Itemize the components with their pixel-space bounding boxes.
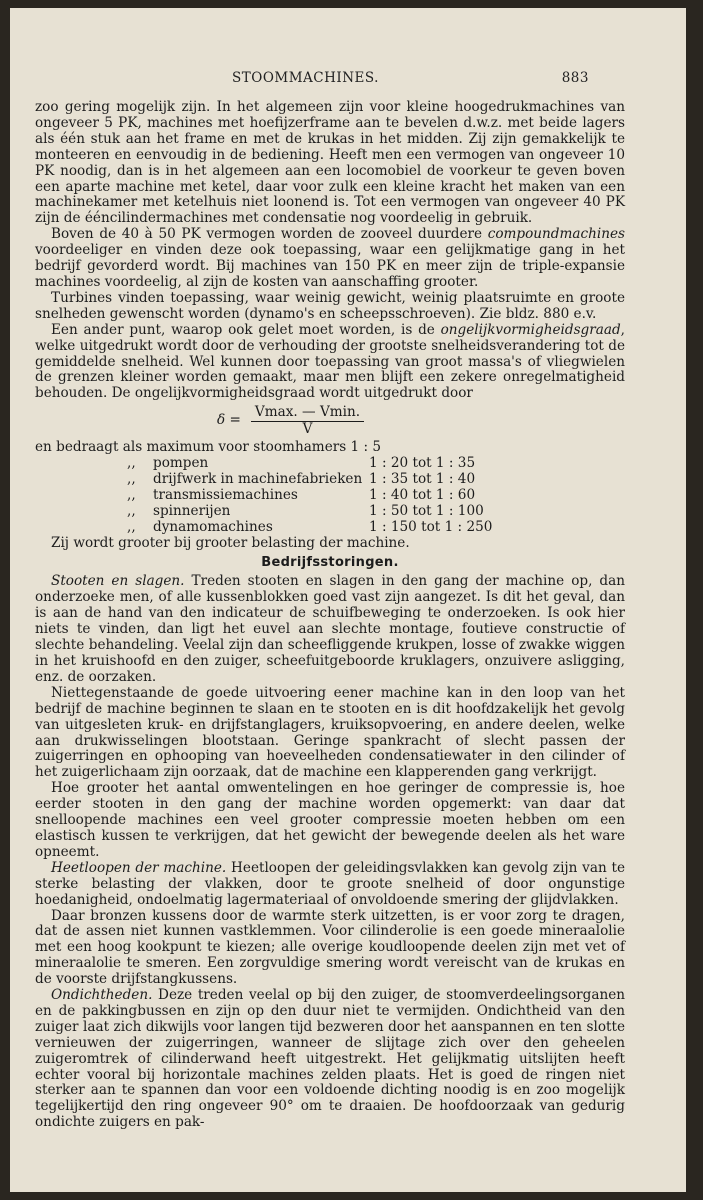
paragraph <box>35 574 625 685</box>
ditto-mark: ,, <box>127 502 136 519</box>
list-item <box>35 520 625 536</box>
italic-term: Stooten en slagen. <box>51 573 185 590</box>
text-run: Deze treden veelal op bij den zuiger, de stoomverdeelingsorganen en de pakkingbussen en zijn op den duur niet te vermijden. Ondichtheid van den zuiger laat zich dikwijls voor langen tijd bezweren door het aanspannen en ten slotte vernieuwen der zuigerringen, wanneer de slijtage zich over den geheelen zuigeromtrek of cilinderwand heeft uitgestrekt. Het gelijkmatig uitslijten heeft echter vooral bij horizontale machines zelden plaats. Het is goed de ringen niet sterker aan te spannen dan voor een voldoende dichting noodig is en zoo mogelijk tegelijkertijd den ring ongeveer 90° om te draaien. De hoofdoorzaak van gedurig ondichte zuigers en pak- <box>35 987 625 1131</box>
list-item-name: drijfwerk in machinefabrieken <box>153 471 363 488</box>
paragraph: Daar bronzen kussens door de warmte sterk uitzetten, is er voor zorg te dragen, dat de assen niet kunnen vastklemmen. Voor cilinderolie is een goede mineraalolie met een hoog kookpunt te kiezen; alle overige koudloopende deelen zijn met vet of mineraalolie te smeren. Een zorgvuldige smering wordt vereischt van de krukas en de voorste drijfstangkussens. <box>35 907 625 988</box>
italic-term: Heetloopen der machine. <box>51 859 227 876</box>
running-title: STOOMMACHINES. <box>232 70 379 86</box>
fraction-numerator: Vmax. — Vmin. <box>251 405 364 422</box>
text-run: Boven de 40 à 50 PK vermogen worden de zooveel duurdere <box>51 226 488 243</box>
ditto-mark: ,, <box>127 518 136 535</box>
paragraph: Hoe grooter het aantal omwentelingen en hoe geringer de compressie is, hoe eerder stooten in den gang der machine worden opgemerkt: van daar dat snelloopende machines een veel grooter compressie moeten hebben om een elastisch kussen te verkrijgen, dat het gewicht der bewegende deelen als het ware opneemt. <box>35 780 625 860</box>
paragraph <box>35 861 625 909</box>
ratio-list <box>35 456 625 536</box>
list-item-ratio: 1 : 150 tot 1 : 250 <box>369 518 493 535</box>
ditto-mark: ,, <box>127 471 136 488</box>
book-page <box>10 8 686 1192</box>
list-item-ratio: 1 : 20 tot 1 : 35 <box>369 455 476 472</box>
ditto-mark: ,, <box>127 486 136 503</box>
list-item-ratio: 1 : 50 tot 1 : 100 <box>369 502 484 519</box>
list-item <box>35 456 625 472</box>
paragraph: Niettegenstaande de goede uitvoering eener machine kan in den loop van het bedrijf de machine beginnen te slaan en te stooten en is dit hoofdzakelijk het gevolg van uitgesleten kruk- en drijfstanglagers, kruiksopvoering, en andere deelen, welke aan drukwisselingen blootstaan. Geringe spankracht of slecht passen der zuigerringen en ophooping van hoeveelheden condensatiewater in den cilinder of het zuigerlichaam zijn oorzaak, dat de machine een klapperenden gang verkrijgt. <box>35 684 625 781</box>
paragraph: Turbines vinden toepassing, waar weinig gewicht, weinig plaatsruimte en groote snelheden gewenscht worden (dynamo's en scheepsschroeven). Zie bldz. 880 e.v. <box>35 289 625 322</box>
fraction <box>251 405 364 438</box>
list-item-ratio: 1 : 35 tot 1 : 40 <box>369 471 476 488</box>
ditto-mark: ,, <box>127 455 136 472</box>
italic-term: Ondichtheden. <box>51 987 153 1004</box>
paragraph <box>35 323 625 403</box>
text-run: Heetloopen der geleidingsvlakken kan gevolg zijn van te sterke belasting der vlakken, door te groote snelheid of door ongunstige hoedanigheid, ondoelmatig lagermateriaal of onvoldoende smering der glijdvlakken. <box>35 859 625 908</box>
formula <box>217 404 625 438</box>
list-item-name: pompen <box>153 455 209 472</box>
text-run: voordeeliger en vinden deze ook toepassing, waar een gelijkmatige gang in het bedrijf gevorderd wordt. Bij machines van 150 PK en meer zijn de triple-expansie machines voordeelig, al zijn de kosten van aanschaffing grooter. <box>35 242 625 290</box>
section-heading: Bedrijfsstoringen. <box>261 554 399 570</box>
paragraph: zoo gering mogelijk zijn. In het algemeen zijn voor kleine hoogedrukmachines van ongeveer 5 PK, machines met hoefijzerframe aan te bevelen d.w.z. met beide lagers als één stuk aan het frame en met de krukas in het midden. Zij zijn gemakkelijk te monteeren en eenvoudig in de bediening. Heeft men een vermogen van ongeveer 10 PK noodig, dan is in het algemeen aan een locomobiel de voorkeur te geven boven een aparte machine met ketel, daar voor zulk een kleine kracht het maken van een machinekamer met ketelhuis niet loonend is. Tot een vermogen van ongeveer 40 PK zijn de ééncilindermachines met condensatie nog voordeelig in gebruik. <box>35 99 625 227</box>
list-item <box>35 488 625 504</box>
text-run: Een ander punt, waarop ook gelet moet worden, is de <box>51 321 441 338</box>
fraction-denominator: V <box>302 420 313 437</box>
paragraph <box>35 227 625 291</box>
list-item-ratio: 1 : 40 tot 1 : 60 <box>369 486 476 503</box>
page-number: 883 <box>561 70 589 86</box>
italic-term: compoundmachines <box>487 226 625 243</box>
max-intro: en bedraagt als maximum voor stoomhamers 1 : 5 <box>35 439 382 456</box>
text-run: Treden stooten en slagen in den gang der machine op, dan onderzoeke men, of alle kussenblokken goed vast zijn aangezet. Is dit het geval, dan is aan de hand van den indicateur de schuifbeweging te onderzoeken. Is ook hier niets te vinden, dan ligt het euvel aan slechte montage, foutieve constructie of slechte behandeling. Veelal zijn dan scheefliggende krukpen, losse of zwakke wiggen in het kruishoofd en den zuiger, scheefuitgeboorde kruklagers, onzuivere asligging, enz. de oorzaken. <box>35 573 625 685</box>
text-run: , welke uitgedrukt wordt door de verhouding der grootste snelheidsverandering tot de gemiddelde snelheid. Wel kunnen door toepassing van groot massa's of vliegwielen de grenzen kleiner worden gemaakt, maar men blijft een zekere onregelmatigheid behouden. De ongelijkvormigheidsgraad wordt uitgedrukt door <box>35 321 625 402</box>
running-header <box>10 70 686 90</box>
formula-symbol: δ = <box>217 412 241 429</box>
paragraph <box>35 988 625 1131</box>
italic-term: ongelijkvormigheidsgraad <box>440 321 621 338</box>
list-item-name: spinnerijen <box>153 502 231 519</box>
list-item <box>35 504 625 520</box>
body-text <box>35 100 625 1131</box>
list-item <box>35 472 625 488</box>
paragraph: Zij wordt grooter bij grooter belasting der machine. <box>51 534 410 551</box>
list-item-name: dynamomachines <box>153 518 273 535</box>
list-item-name: transmissiemachines <box>153 486 298 503</box>
